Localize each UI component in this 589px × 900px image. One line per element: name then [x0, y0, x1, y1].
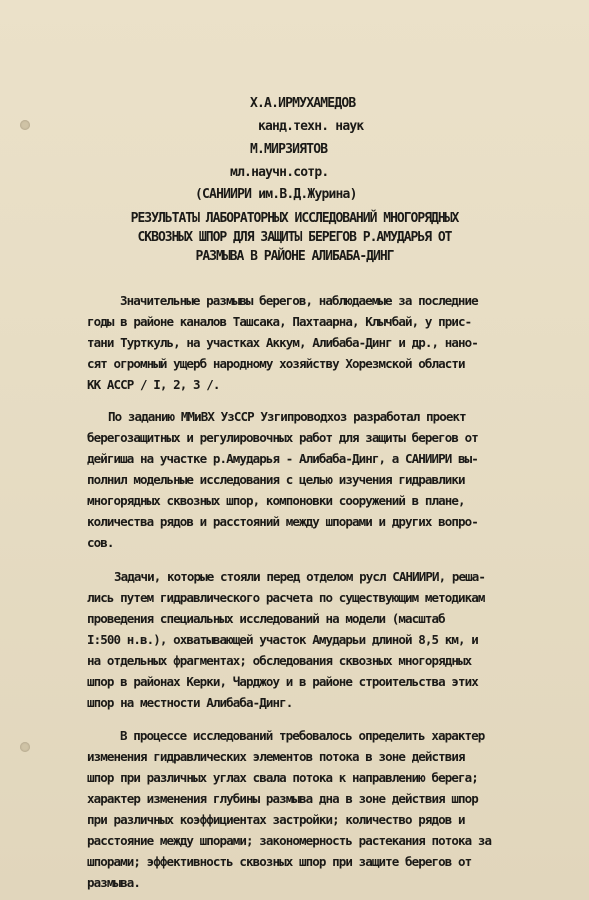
author1-title: канд.техн. наук	[258, 119, 364, 134]
paragraph-line: берегозащитных и регулировочных работ для защиты берегов от	[87, 430, 478, 445]
paragraph-line: характер изменения глубины размыва дна в зоне действия шпор	[87, 791, 478, 806]
paragraph-line: на отдельных фрагментах; обследования сквозных многорядных	[87, 653, 472, 668]
punch-hole	[20, 120, 30, 130]
paragraph-line: сов.	[87, 535, 114, 550]
paragraph-line: Задачи, которые стояли перед отделом русл САНИИРИ, реша-	[114, 569, 486, 584]
paragraph-line: По заданию ММиВХ УзССР Узгипроводхоз разработал проект	[108, 409, 466, 424]
paragraph-line: шпор на местности Алибаба-Динг.	[87, 695, 293, 710]
paragraph-line: многорядных сквозных шпор, компоновки сооружений в плане,	[87, 493, 465, 508]
paragraph-line: шпор в районах Керки, Чарджоу и в районе строительства этих	[87, 674, 478, 689]
punch-hole	[20, 742, 30, 752]
paragraph-line: I:500 н.в.), охватывающей участок Амударьи длиной 8,5 км, и	[87, 632, 478, 647]
paragraph-line: проведения специальных исследований на модели (масштаб	[87, 611, 445, 626]
title-line: РАЗМЫВА В РАЙОНЕ АЛИБАБА-ДИНГ	[195, 249, 394, 264]
paragraph-line: сят огромный ущерб народному хозяйству Хорезмской области	[87, 356, 465, 371]
paragraph-line: В процессе исследований требовалось определить характер	[120, 728, 485, 743]
paragraph-line: годы в районе каналов Ташсака, Пахтаарна, Клычбай, у прис-	[87, 314, 472, 329]
paragraph-line: количества рядов и расстояний между шпорами и других вопро-	[87, 514, 478, 529]
paragraph-line: Значительные размывы берегов, наблюдаемые за последние	[120, 293, 478, 308]
paragraph-line: при различных коэффициентах застройки; количество рядов и	[87, 812, 465, 827]
title-line: РЕЗУЛЬТАТЫ ЛАБОРАТОРНЫХ ИССЛЕДОВАНИЙ МНОГОРЯДНЫХ	[130, 211, 459, 226]
paragraph-line: лись путем гидравлического расчета по существующим методикам	[87, 590, 485, 605]
author1-name: Х.А.ИРМУХАМЕДОВ	[250, 96, 356, 111]
paragraph-line: шпорами; эффективность сквозных шпор при защите берегов от	[87, 854, 472, 869]
paragraph-line: полнил модельные исследования с целью изучения гидравлики	[87, 472, 465, 487]
paragraph-line: изменения гидравлических элементов потока в зоне действия	[87, 749, 465, 764]
paragraph-line: размыва.	[87, 875, 141, 890]
paragraph-line: тани Турткуль, на участках Аккум, Алибаба-Динг и др., нано-	[87, 335, 478, 350]
author2-title: мл.научн.сотр.	[230, 165, 329, 180]
paragraph-line: шпор при различных углах свала потока к направлению берега;	[87, 770, 478, 785]
paragraph-line: КК АССР / I, 2, 3 /.	[87, 377, 220, 392]
institution: (САНИИРИ им.В.Д.Журина)	[195, 187, 357, 202]
paragraph-line: дейгиша на участке р.Амударья - Алибаба-Динг, а САНИИРИ вы-	[87, 451, 478, 466]
title-line: СКВОЗНЫХ ШПОР ДЛЯ ЗАЩИТЫ БЕРЕГОВ Р.АМУДАРЬЯ ОТ	[137, 230, 452, 245]
author2-name: М.МИРЗИЯТОВ	[250, 142, 328, 157]
paragraph-line: расстояние между шпорами; закономерность растекания потока за	[87, 833, 492, 848]
